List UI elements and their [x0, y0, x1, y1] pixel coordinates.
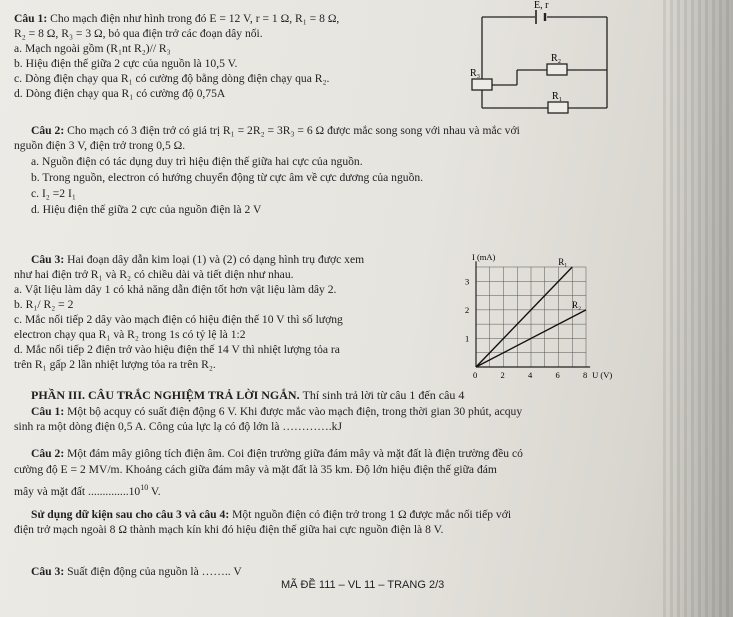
q1-option-d: d. Dòng điện chạy qua R₁ có cường độ 0,75A	[14, 87, 226, 100]
q1-title: Câu 1:	[14, 12, 48, 25]
q3-stem-a: Hai đoạn dây dẫn kim loại (1) và (2) có dạng hình trụ được xem	[67, 253, 365, 266]
r1-label: R₁	[552, 91, 563, 102]
q2-option-a: a. Nguồn điện có tác dụng duy trì hiệu điện thế giữa hai cực của nguồn.	[31, 155, 363, 168]
shared-data-title: Sử dụng dữ kiện sau cho câu 3 và câu 4:	[31, 508, 230, 521]
q1-stem-line1	[14, 12, 339, 25]
part3-heading-line	[31, 389, 464, 402]
y-tick-label: 2	[465, 304, 470, 315]
q3-title: Câu 3:	[31, 253, 65, 266]
page-footer: MÃ ĐỀ 111 – VL 11 – TRANG 2/3	[281, 579, 445, 591]
x-tick-label: 8	[583, 370, 588, 380]
p3-q1-text-a: Một bộ acquy có suất điện động 6 V. Khi được mắc vào mạch điện, trong thời gian 30 phút, acquy	[67, 405, 523, 418]
resistor-r1	[548, 102, 568, 113]
x-axis-label: U (V)	[592, 370, 613, 380]
q1-stem-b: R₂ = 8 Ω, R₃ = 3 Ω, bỏ qua điện trở các đoạn dây nối.	[14, 27, 263, 40]
r2-label: R₂	[551, 53, 562, 64]
q2-stem-a: Cho mạch có 3 điện trở có giá trị R₁ = 2R₂ = 3R₃ = 6 Ω được mắc song song với nhau và mắc với	[67, 124, 520, 137]
battery-symbol	[536, 10, 545, 24]
q1-stem-a: Cho mạch điện như hình trong đó E = 12 V, r = 1 Ω, R₁ = 8 Ω,	[50, 12, 340, 25]
y-tick-label: 3	[465, 276, 470, 287]
q3-option-d-2: trên R₁ gấp 2 lần nhiệt lượng tỏa ra trên R₂.	[14, 358, 216, 371]
q2-stem-b: nguồn điện 3 V, điện trở trong 0,5 Ω.	[14, 139, 186, 152]
q1-option-c: c. Dòng điện chạy qua R₁ có cường độ bằng dòng điện chạy qua R₂.	[14, 72, 330, 85]
x-tick-label: 6	[555, 370, 560, 380]
q1-option-b: b. Hiệu điện thế giữa 2 cực của nguồn là 10,5 V.	[14, 57, 238, 70]
y-tick-label: 1	[465, 333, 470, 344]
p3-q2-line2: cường độ E = 2 MV/m. Khoảng cách giữa đám mây và mặt đất là 35 km. Độ lớn hiệu điện thế giữa đám	[14, 463, 497, 476]
y-axis-label: I (mA)	[472, 252, 496, 262]
q1-option-a: a. Mạch ngoài gồm (R₁nt R₂)// R₃	[14, 42, 171, 55]
circuit-diagram	[455, 0, 635, 120]
q2-option-d: d. Hiệu điện thế giữa 2 cực của nguồn điện là 2 V	[31, 203, 262, 216]
iu-chart	[462, 250, 613, 380]
q2-option-b: b. Trong nguồn, electron có hướng chuyển động từ cực âm về cực dương của nguồn.	[31, 171, 424, 184]
p3-q2-text-a: Một đám mây giông tích điện âm. Coi điện trường giữa đám mây và mặt đất là điện trường đều có	[67, 447, 523, 460]
shared-data-line2: điện trở mạch ngoài 8 Ω thành mạch kín khi đó hiệu điện thế giữa hai cực nguồn điện là 8 V.	[14, 523, 444, 536]
shared-data-line1	[31, 508, 511, 521]
x-tick-label: 2	[500, 370, 505, 380]
series-line	[476, 267, 572, 367]
p3-q3-title: Câu 3:	[31, 565, 65, 578]
p3-q1-line2: sinh ra một dòng điện 0,5 A. Công của lực lạ có độ lớn là ………….kJ	[14, 420, 342, 433]
part3-heading: PHẦN III. CÂU TRẮC NGHIỆM TRẢ LỜI NGẮN.	[31, 388, 300, 402]
q3-option-c-2: electron chạy qua R₁ và R₂ trong 1s có tỷ lệ là 1:2	[14, 328, 246, 341]
q3-option-b: b. R₁/ R₂ = 2	[14, 298, 74, 311]
q2-option-c: c. I₂ =2 I₁	[31, 187, 76, 200]
p3-q2-line3	[14, 481, 161, 498]
q3-stem-line1	[31, 253, 364, 266]
x-tick-label: 4	[528, 370, 533, 380]
chart-grid	[476, 267, 586, 367]
chart-axes	[476, 261, 590, 367]
part3-heading-note: Thí sinh trả lời từ câu 1 đến câu 4	[302, 388, 465, 402]
p3-q2-unit: V.	[148, 484, 161, 498]
p3-q1-title: Câu 1:	[31, 405, 65, 418]
p3-q3-line	[31, 565, 242, 578]
source-label: E, r	[534, 0, 549, 11]
p3-q1-line1	[31, 405, 522, 418]
series-label: R₁	[558, 257, 568, 267]
p3-q3-text: Suất điện động của nguồn là …….. V	[67, 565, 242, 578]
p3-q2-exponent: 10	[140, 483, 149, 492]
q3-option-d-1: d. Mắc nối tiếp 2 điện trở vào hiệu điện thế 14 V thì nhiệt lượng tỏa ra	[14, 343, 340, 356]
resistor-r2	[547, 64, 567, 75]
p3-q2-base: 10	[128, 484, 141, 498]
q3-stem-b: như hai điện trở R₁ và R₂ có chiều dài và tiết diện như nhau.	[14, 268, 294, 281]
resistor-r3	[472, 79, 492, 90]
q2-stem-line1	[31, 124, 520, 137]
r3-label: R₃	[470, 68, 481, 79]
x-tick-label: 0	[473, 370, 478, 380]
p3-q2-blank: mây và mặt đất ..............	[14, 484, 129, 498]
q3-option-a: a. Vật liệu làm dây 1 có khả năng dẫn điện tốt hơn vật liệu làm dây 2.	[14, 283, 337, 296]
q2-title: Câu 2:	[31, 124, 65, 137]
q3-option-c-1: c. Mắc nối tiếp 2 dây vào mạch điện có hiệu điện thế 10 V thì số lượng	[14, 313, 343, 326]
series-label: R₂	[572, 299, 582, 310]
p3-q2-line1	[31, 447, 523, 460]
shared-data-text-a: Một nguồn điện có điện trở trong 1 Ω được mắc nối tiếp với	[232, 508, 512, 521]
page-edge-shadow	[663, 0, 733, 617]
p3-q2-title: Câu 2:	[31, 447, 65, 460]
